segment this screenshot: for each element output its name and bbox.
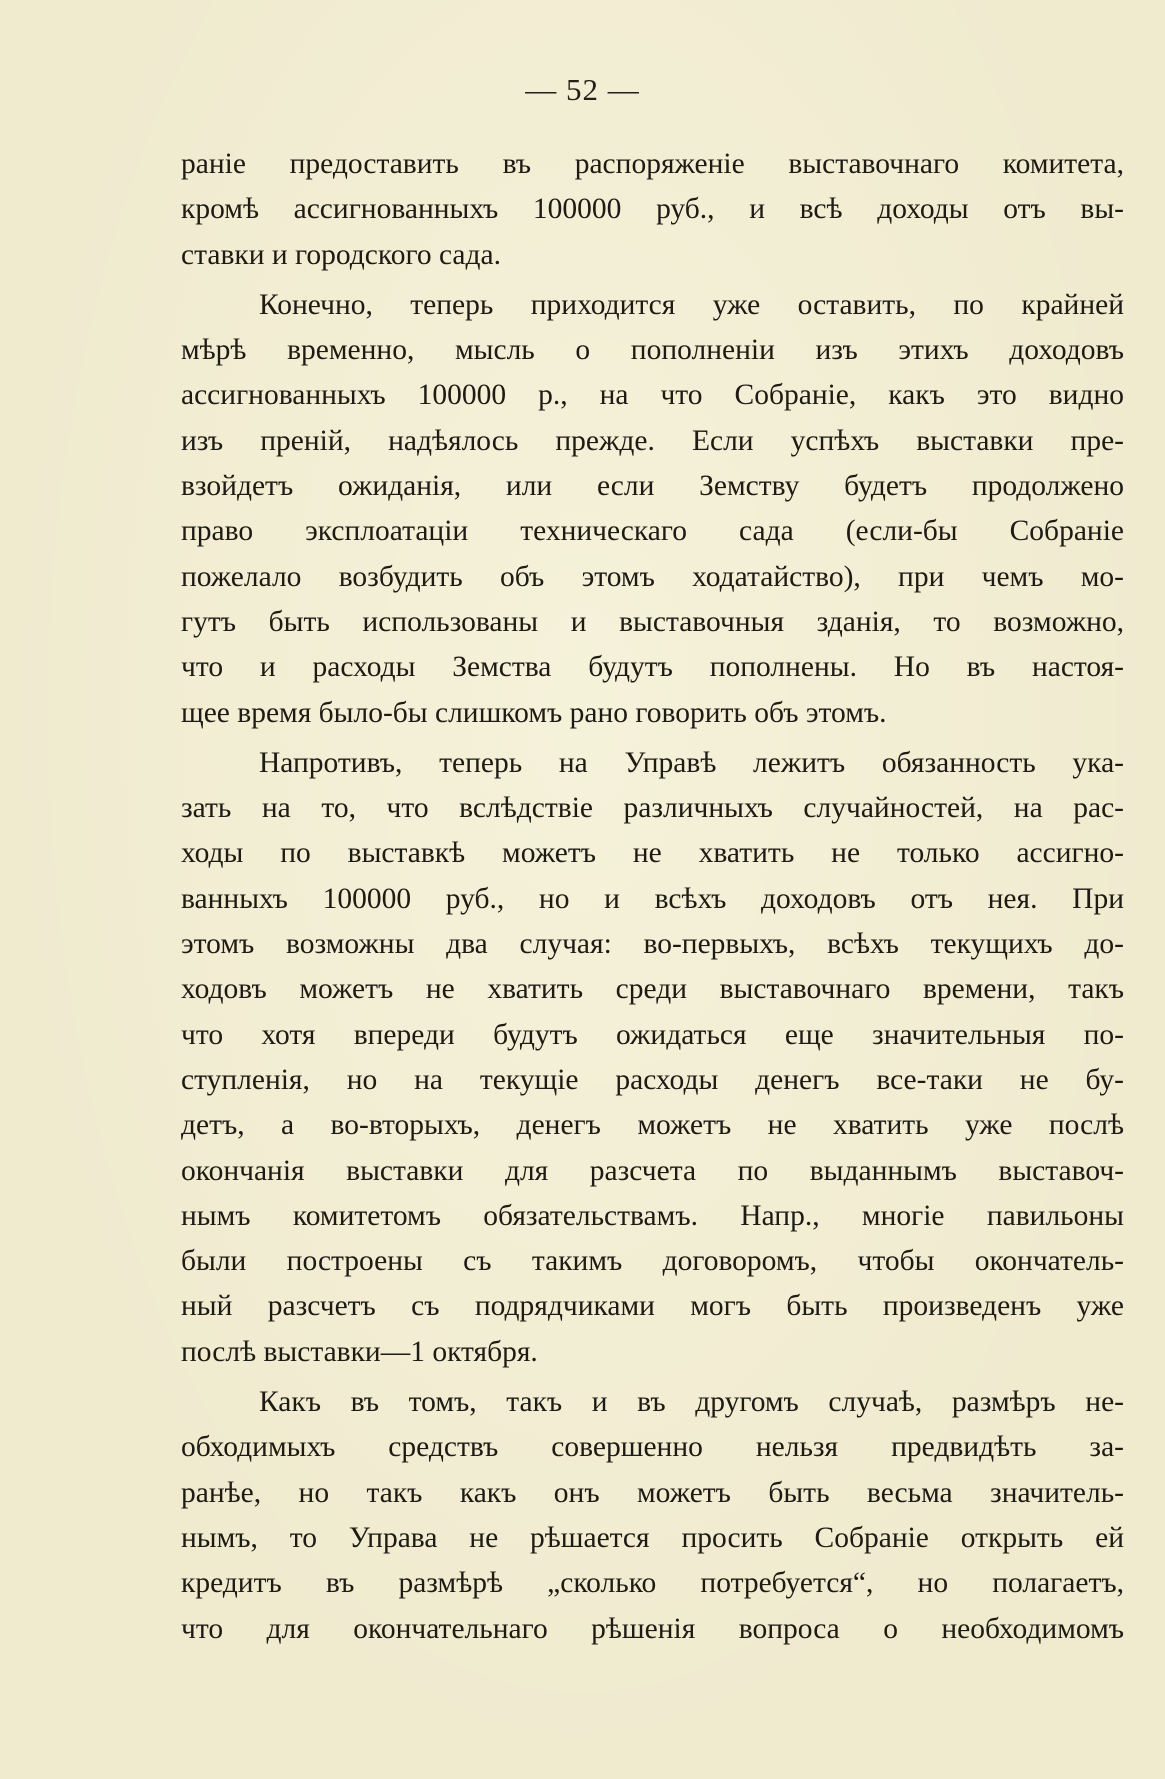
text-line: кромѣ ассигнованныхъ 100000 руб., и всѣ доходы отъ вы- <box>181 193 1124 226</box>
page-number: — 52 — <box>525 72 640 107</box>
paragraph-4 <box>181 1380 1124 1652</box>
text-line: что для окончательнаго рѣшенія вопроса о необходимомъ <box>181 1612 1124 1645</box>
text-line: ассигнованныхъ 100000 р., на что Собраніе, какъ это видно <box>181 379 1124 412</box>
text-line: детъ, а во-вторыхъ, денегъ можетъ не хватить уже послѣ <box>181 1109 1124 1142</box>
text-line: щее время было-бы слишкомъ рано говорить объ этомъ. <box>181 696 887 729</box>
text-line: изъ преній, надѣялось прежде. Если успѣхъ выставки пре- <box>181 424 1124 457</box>
text-line: ступленія, но на текущіе расходы денегъ все-таки не бу- <box>181 1063 1124 1096</box>
text-line: мѣрѣ временно, мысль о пополненіи изъ этихъ доходовъ <box>181 334 1124 367</box>
text-line: этомъ возможны два случая: во-первыхъ, всѣхъ текущихъ до- <box>181 928 1124 961</box>
text-line: что хотя впереди будутъ ожидаться еще значительныя по- <box>181 1018 1124 1051</box>
text-line: были построены съ такимъ договоромъ, чтобы окончатель- <box>181 1245 1124 1278</box>
text-line: Напротивъ, теперь на Управѣ лежитъ обязанность ука- <box>259 746 1124 779</box>
text-line: обходимыхъ средствъ совершенно нельзя предвидѣть за- <box>181 1431 1124 1464</box>
text-line: ходы по выставкѣ можетъ не хватить не только ассигно- <box>181 837 1124 870</box>
text-line: ставки и городского сада. <box>181 238 501 271</box>
text-line: гутъ быть использованы и выставочныя зданія, то возможно, <box>181 605 1124 638</box>
text-line: окончанія выставки для разсчета по выданнымъ выставоч- <box>181 1154 1124 1187</box>
text-line: Конечно, теперь приходится уже оставить, по крайней <box>259 288 1124 321</box>
text-line: Какъ въ томъ, такъ и въ другомъ случаѣ, размѣръ не- <box>259 1386 1124 1419</box>
text-line: ходовъ можетъ не хватить среди выставочнаго времени, такъ <box>181 973 1124 1006</box>
text-line: раніе предоставить въ распоряженіе выставочнаго комитета, <box>181 148 1124 180</box>
text-line: ванныхъ 100000 руб., но и всѣхъ доходовъ отъ нея. При <box>181 882 1124 915</box>
text-line: кредитъ въ размѣрѣ „сколько потребуется“, но полагаетъ, <box>181 1567 1124 1600</box>
text-line: нымъ комитетомъ обязательствамъ. Напр., многіе павильоны <box>181 1199 1124 1232</box>
body-text <box>181 142 1124 1652</box>
text-line: ранѣе, но такъ какъ онъ можетъ быть весьма значитель- <box>181 1476 1124 1509</box>
text-line: ный разсчетъ съ подрядчиками могъ быть произведенъ уже <box>181 1290 1124 1323</box>
text-line: зать на то, что вслѣдствіе различныхъ случайностей, на рас- <box>181 792 1124 825</box>
text-line: взойдетъ ожиданія, или если Земству будетъ продолжено <box>181 470 1124 503</box>
text-line: послѣ выставки—1 октября. <box>181 1335 538 1368</box>
paragraph-1 <box>181 142 1124 278</box>
text-line: право эксплоатаціи техническаго сада (если-бы Собраніе <box>181 515 1124 548</box>
paragraph-2 <box>181 283 1124 736</box>
paragraph-3 <box>181 741 1124 1375</box>
text-line: нымъ, то Управа не рѣшается просить Собраніе открыть ей <box>181 1521 1124 1554</box>
text-line: пожелало возбудить объ этомъ ходатайство), при чемъ мо- <box>181 560 1124 593</box>
text-line: что и расходы Земства будутъ пополнены. Но въ настоя- <box>181 651 1124 684</box>
